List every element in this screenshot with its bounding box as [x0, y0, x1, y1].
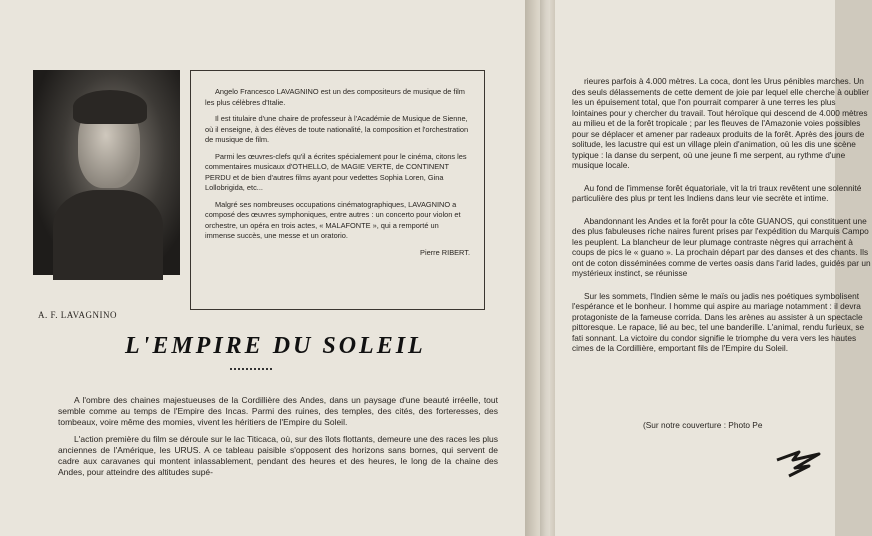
photo-caption: A. F. LAVAGNINO [38, 310, 117, 320]
bio-paragraph: Angelo Francesco LAVAGNINO est un des compositeurs de musique de film les plus célèbres d'Italie. [205, 87, 465, 107]
publisher-logo-icon [775, 446, 825, 482]
right-page [555, 0, 871, 536]
right-paragraph: Abandonnant les Andes et la forêt pour la côte GUANOS, qui constituent une des plus fabuleuses riche naires furent prises par l'expédition du Marquis Campo les peuplent. La blancheur de leur plumage contraste nègres qui arrachent à coups de pics le « guano ». La prochain départ par des danses et des chants. Ils ont de coton disséminées comme de vertes oasis dans l'arid lades, guidés par un mystérieux instinct, se réunisse [572, 215, 871, 278]
bio-paragraph: Parmi les œuvres-clefs qu'il a écrites spécialement pour le cinéma, citons les commentaires musicaux d'OTHELLO, de MAGIE VERTE, de CONTINENT PERDU et de bien d'autres films ayant pour vedettes Sophia Loren, Gina Lollobrigida, etc... [205, 151, 467, 192]
right-article-body [572, 76, 872, 366]
sleeve-flap-edge [540, 0, 550, 536]
composer-bio-box [190, 70, 485, 310]
article-title: L'EMPIRE DU SOLEIL [125, 333, 426, 359]
right-paragraph: Sur les sommets, l'Indien sème le maïs ou jadis nes poétiques symbolisent l'espérance et le bonheur. I homme qui aspire au mariage notamment : il devra protagoniste de la fameuse corrida. Dans les arènes au assister à un spectacle pittoresque. Le rapace, lié au bec, tel une banderille. L'animal, rendu furieux, se fati sonnant. La victoire du condor signifie le triomphe du vera vers les hautes cimes de la Cordillière, emportant fils de l'Empire du Soleil. [572, 290, 865, 353]
title-divider [230, 368, 272, 370]
article-body [58, 395, 498, 484]
cover-photo-credit: (Sur notre couverture : Photo Pe [643, 420, 763, 430]
body-paragraph: A l'ombre des chaines majestueuses de la Cordillière des Andes, dans un paysage d'une beauté irréelle, tout semble comme au temps de l'Empire des Incas. Parmi des ruines, des temples, des cités, des forteresses, des tombeaux, voire même des momies, vivent les héritiers de l'Empire du Soleil. [58, 395, 498, 427]
bio-paragraph: Malgré ses nombreuses occupations cinématographiques, LAVAGNINO a composé des œuvres symphoniques, entre autres : un concerto pour violon et orchestre, un opéra en trois actes, « MALAFONTE », qui a remporté un immense succès, une messe et un oratorio. [205, 199, 461, 240]
composer-portrait-photo [33, 70, 180, 275]
right-paragraph: Au fond de l'immense forêt équatoriale, vit la tri traux revêtent une solennité particulière des plus pr tent les Indiens dans leur vie secrète et intime. [572, 182, 862, 203]
bio-paragraph: Il est titulaire d'une chaire de professeur à l'Académie de Musique de Sienne, où il enseigne, à des élèves de toute nationalité, la composition et l'orchestration de musique de film. [205, 114, 469, 144]
right-paragraph: rieures parfois à 4.000 mètres. La coca, dont les Urus pénibles marches. Un des seuls délassements de cette dement de joie par lequel elle cherche à oublier les un épuisement total, que l'on pourrait comparer à une terres les plus lointaines pour y chercher du travail. Tout héroïque qui descend de 4.000 mètres au milieu et de la forêt tropicale ; par les fleuves de l'Amazonie voies possibles pour se déplacer et amener par radeaux produits de la forêt. Après des jours de solitude, les lacustre qui est un village plein d'animation, où les dis une scène typique : la danse du serpent, où une jeune fi me serpent, au rythme d'une musique locale. [572, 76, 870, 170]
bio-signature: Pierre RIBERT. [420, 247, 470, 257]
body-paragraph: L'action première du film se déroule sur le lac Titicaca, où, sur des îlots flottants, demeure une des races les plus anciennes de l'Amérique, les URUS. A ce tableau paisible s'opposent des horizons sans bornes, qui servent de cadre aux caravanes qui montent inlassablement, pendant des heures et des heures, le long de la chaine des Andes, pour atteindre des altitudes supé- [58, 434, 498, 477]
